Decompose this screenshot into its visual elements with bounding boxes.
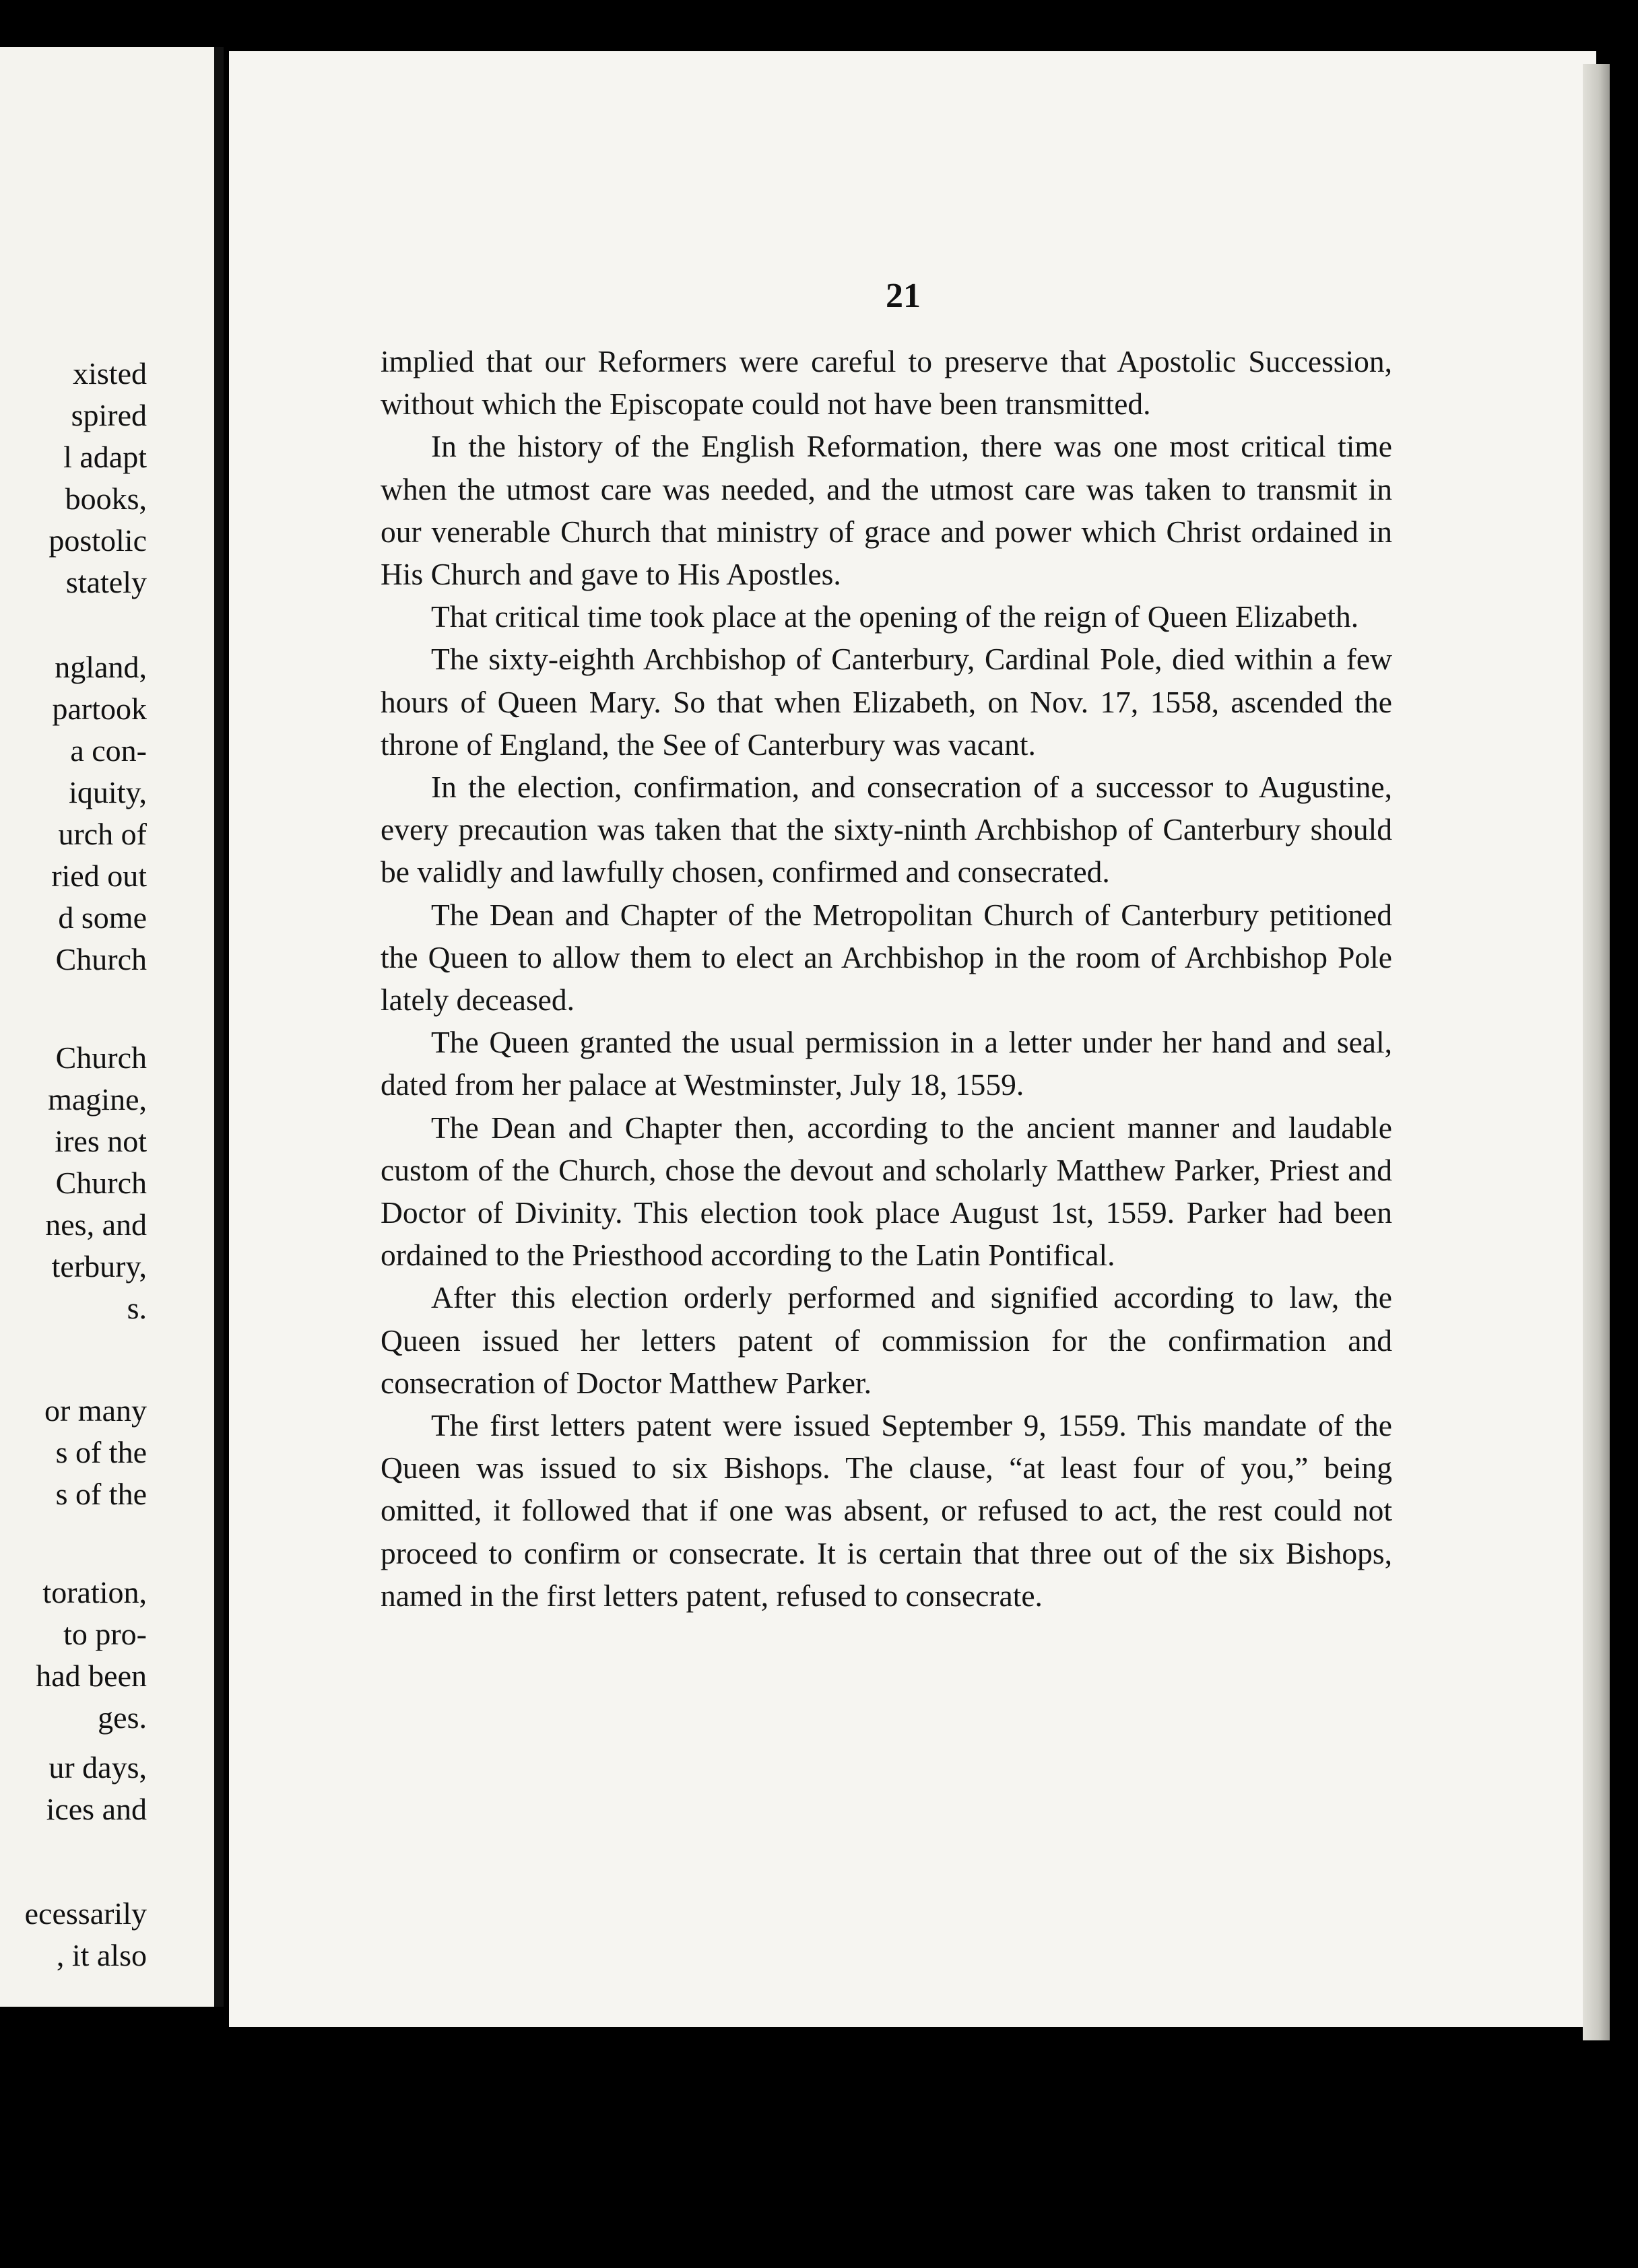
paragraph: In the election, confirmation, and consecration of a successor to Augustine, every precaution was taken that the sixty-ninth Archbishop of Canterbury should be validly and lawfully chosen, confirmed and consecrated. <box>381 770 1392 890</box>
left-page-line: to pro- <box>63 1617 147 1651</box>
left-page-line: postolic <box>48 523 147 558</box>
left-page-line: d some <box>58 900 147 935</box>
left-page-fragment <box>0 47 224 2007</box>
left-page-line: urch of <box>58 817 147 851</box>
left-page-line: or many <box>44 1393 147 1428</box>
paragraph: In the history of the English Reformation, there was one most critical time when the utmost care was needed, and the utmost care was taken to transmit in our venerable Church that ministry of grace and power which Christ ordained in His Church and gave to His Apostles. <box>381 429 1392 592</box>
left-page-line: magine, <box>48 1082 147 1116</box>
left-page-line: Church <box>55 1040 147 1075</box>
left-page-line: l adapt <box>63 440 147 474</box>
left-page-line: ried out <box>51 859 147 893</box>
paragraph: The Dean and Chapter of the Metropolitan Church of Canterbury petitioned the Queen to allow them to elect an Archbishop in the room of Archbishop Pole lately deceased. <box>381 897 1392 1018</box>
left-page-line: toration, <box>42 1575 147 1609</box>
left-page-line: had been <box>36 1659 147 1693</box>
left-page-line: books, <box>65 481 147 516</box>
paragraph: That critical time took place at the opening of the reign of Queen Elizabeth. <box>431 599 1359 634</box>
left-page-line: iquity, <box>69 775 147 809</box>
left-page-line: stately <box>65 565 147 599</box>
body-text <box>381 340 1392 1617</box>
paragraph: The Queen granted the usual permission in a letter under her hand and seal, dated from her palace at Westminster, July 18, 1559. <box>381 1025 1392 1102</box>
left-page-line: ecessarily <box>24 1896 147 1931</box>
page-number: 21 <box>886 277 921 315</box>
left-page-line: terbury, <box>51 1249 147 1283</box>
paragraph: The Dean and Chapter then, according to the ancient manner and laudable custom of the Church, chose the devout and scholarly Matthew Parker, Priest and Doctor of Divinity. This election took place August 1st, 1559. Parker had been ordained to the Priesthood according to the Latin Pontifical. <box>381 1110 1392 1273</box>
paragraph: After this election orderly performed and signified according to law, the Queen issued her letters patent of commission for the confirmation and consecration of Doctor Matthew Parker. <box>381 1280 1392 1400</box>
left-page-line: Church <box>55 942 147 976</box>
left-page-line: ngland, <box>55 650 147 684</box>
left-page-line: s of the <box>55 1477 147 1511</box>
left-page-line: spired <box>71 398 147 432</box>
left-page-line: xisted <box>73 356 147 391</box>
page-edge <box>1583 64 1610 2040</box>
left-page-line: nes, and <box>45 1207 147 1242</box>
paragraph: The first letters patent were issued September 9, 1559. This mandate of the Queen was issued to six Bishops. The clause, “at least four of you,” being omitted, it followed that if one was absent, or refused to act, the rest could not proceed to confirm or consecrate. It is certain that three out of the six Bishops, named in the first letters patent, refused to consecrate. <box>381 1408 1392 1613</box>
left-page-line: , it also <box>56 1938 147 1972</box>
left-page-line: Church <box>55 1166 147 1200</box>
left-page-line: a con- <box>70 733 147 768</box>
paragraph: The sixty-eighth Archbishop of Canterbury, Cardinal Pole, died within a few hours of Queen Mary. So that when Elizabeth, on Nov. 17, 1558, ascended the throne of England, the See of Canterbury was vacant. <box>381 642 1392 762</box>
left-page-line: ices and <box>46 1792 147 1826</box>
paragraph: implied that our Reformers were careful to preserve that Apostolic Succession, without which the Episcopate could not have been transmitted. <box>381 344 1392 422</box>
left-page-line: partook <box>52 692 147 726</box>
left-page-line: ur days, <box>48 1750 147 1785</box>
left-page-line: ires not <box>55 1124 147 1158</box>
left-page-line: ges. <box>98 1700 147 1735</box>
left-page-line: s of the <box>55 1435 147 1469</box>
left-page-line: s. <box>127 1291 147 1325</box>
